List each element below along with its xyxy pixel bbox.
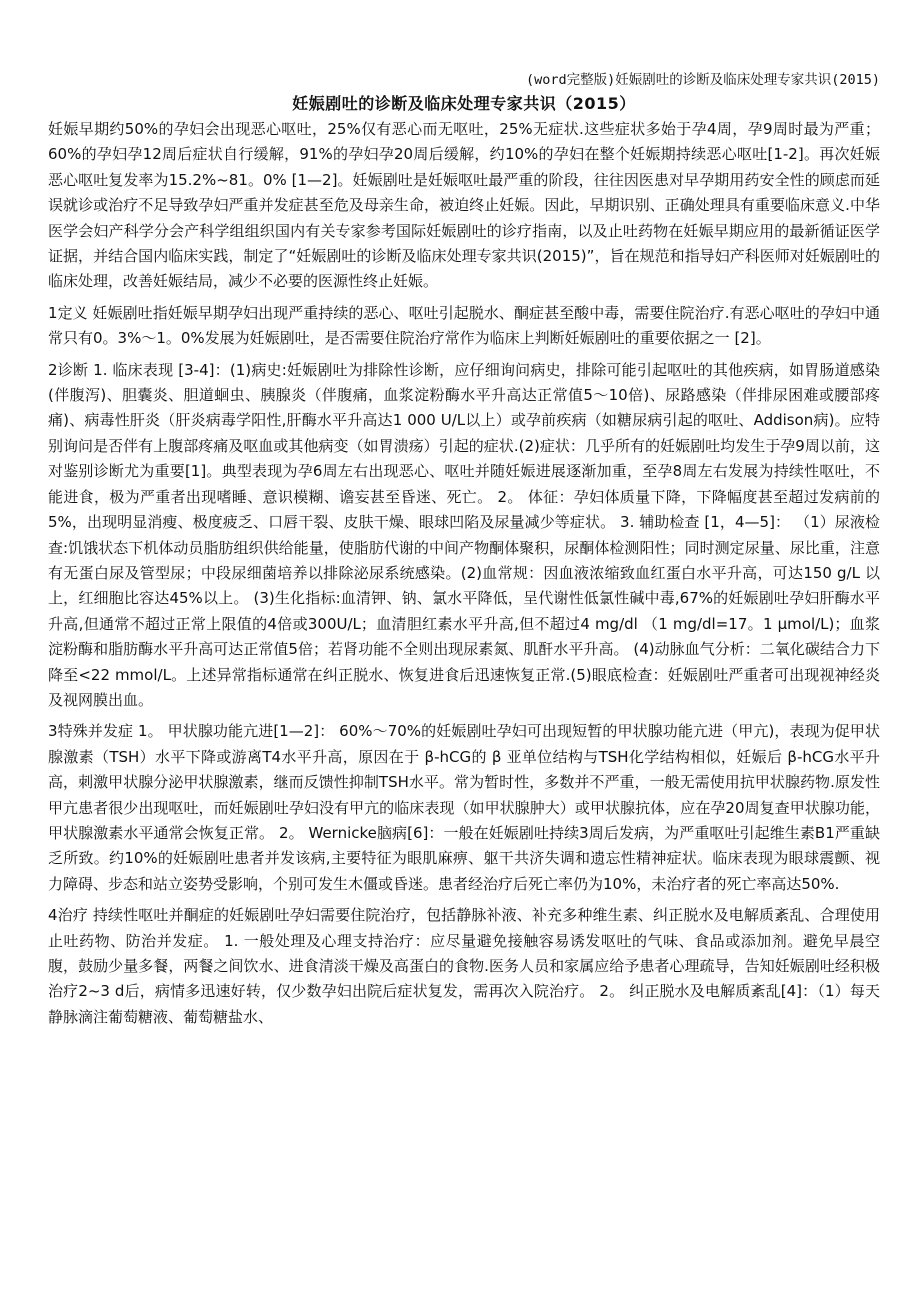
paragraph-definition: 1定义 妊娠剧吐指妊娠早期孕妇出现严重持续的恶心、呕吐引起脱水、酮症甚至酸中毒，需要住院治疗.有恶心呕吐的孕妇中通常只有0。3%～1。0%发展为妊娠剧吐，是否需要住院治疗常作为临床上判断妊娠剧吐的重要依据之一 [2]。 (48, 303, 880, 348)
document-title: 妊娠剧吐的诊断及临床处理专家共识（2015） (292, 94, 636, 113)
running-header: (word完整版)妊娠剧吐的诊断及临床处理专家共识(2015) (525, 72, 880, 88)
paragraph-diagnosis: 2诊断 1. 临床表现 [3-4]：(1)病史:妊娠剧吐为排除性诊断，应仔细询问病史，排除可能引起呕吐的其他疾病，如胃肠道感染(伴腹泻)、胆囊炎、胆道蛔虫、胰腺炎（伴腹痛，血浆淀粉酶水平升高达正常值5～10倍)、尿路感染（伴排尿困难或腰部疼痛)、病毒性肝炎（肝炎病毒学阳性,肝酶水平升高达1 000 U/L以上）或孕前疾病（如糖尿病引起的呕吐、Addison病)。应特别询问是否伴有上腹部疼痛及呕血或其他病变（如胃溃疡）引起的症状.(2)症状：几乎所有的妊娠剧吐均发生于孕9周以前，这对鉴别诊断尤为重要[1]。典型表现为孕6周左右出现恶心、呕吐并随妊娠进展逐渐加重，至孕8周左右发展为持续性呕吐，不能进食，极为严重者出现嗜睡、意识模糊、谵妄甚至昏迷、死亡。 2。 体征：孕妇体质量下降，下降幅度甚至超过发病前的5%，出现明显消瘦、极度疲乏、口唇干裂、皮肤干燥、眼球凹陷及尿量减少等症状。 3. 辅助检查 [1，4—5]： （1）尿液检查:饥饿状态下机体动员脂肪组织供给能量，使脂肪代谢的中间产物酮体聚积，尿酮体检测阳性；同时测定尿量、尿比重，注意有无蛋白尿及管型尿；中段尿细菌培养以排除泌尿系统感染。(2)血常规：因血液浓缩致血红蛋白水平升高，可达150 g/L 以上，红细胞比容达45%以上。 (3)生化指标:血清钾、钠、氯水平降低，呈代谢性低氯性碱中毒,67%的妊娠剧吐孕妇肝酶水平升高,但通常不超过正常上限值的4倍或300U/L；血清胆红素水平升高,但不超过4 mg/dl （1 mg/dl=17。1 μmol/L)；血浆淀粉酶和脂肪酶水平升高可达正常值5倍；若肾功能不全则出现尿素氮、肌酐水平升高。 (4)动脉血气分析：二氧化碳结合力下降至<22 mmol/L。上述异常指标通常在纠正脱水、恢复进食后迅速恢复正常.(5)眼底检查：妊娠剧吐严重者可出现视神经炎及视网膜出血。 (48, 360, 880, 709)
paragraph-treatment: 4治疗 持续性呕吐并酮症的妊娠剧吐孕妇需要住院治疗，包括静脉补液、补充多种维生素、纠正脱水及电解质紊乱、合理使用止吐药物、防治并发症。 1. 一般处理及心理支持治疗：应尽量避免接触容易诱发呕吐的气味、食品或添加剂。避免早晨空腹，鼓励少量多餐，两餐之间饮水、进食清淡干燥及高蛋白的食物.医务人员和家属应给予患者心理疏导，告知妊娠剧吐经积极治疗2~3 d后，病情多迅速好转，仅少数孕妇出院后症状复发，需再次入院治疗。 2。 纠正脱水及电解质紊乱[4]：（1）每天静脉滴注葡萄糖液、葡萄糖盐水、 (48, 906, 880, 1026)
paragraph-complications: 3特殊并发症 1。 甲状腺功能亢进[1—2]： 60%～70%的妊娠剧吐孕妇可出现短暂的甲状腺功能亢进（甲亢)，表现为促甲状腺激素（TSH）水平下降或游离T4水平升高，原因在于 β-hCG的 β 亚单位结构与TSH化学结构相似，妊娠后 β-hCG水平升高，刺激甲状腺分泌甲状腺激素，继而反馈性抑制TSH水平。常为暂时性，多数并不严重，一般无需使用抗甲状腺药物.原发性甲亢患者很少出现呕吐，而妊娠剧吐孕妇没有甲亢的临床表现（如甲状腺肿大）或甲状腺抗体，应在孕20周复查甲状腺功能，甲状腺激素水平通常会恢复正常。 2。 Wernicke脑病[6]：一般在妊娠剧吐持续3周后发病，为严重呕吐引起维生素B1严重缺乏所致。约10%的妊娠剧吐患者并发该病,主要特征为眼肌麻痹、躯干共济失调和遗忘性精神症状。临床表现为眼球震颤、视力障碍、步态和站立姿势受影响，个别可发生木僵或昏迷。患者经治疗后死亡率仍为10%，未治疗者的死亡率高达50%. (48, 722, 880, 893)
paragraph-intro: 妊娠早期约50%的孕妇会出现恶心呕吐，25%仅有恶心而无呕吐，25%无症状.这些症状多始于孕4周，孕9周时最为严重；60%的孕妇孕12周后症状自行缓解，91%的孕妇孕20周后缓解，约10%的孕妇在整个妊娠期持续恶心呕吐[1-2]。再次妊娠恶心呕吐复发率为15.2%~81。0% [1—2]。妊娠剧吐是妊娠呕吐最严重的阶段，往往因医患对早孕期用药安全性的顾虑而延误就诊或治疗不足导致孕妇严重并发症甚至危及母亲生命，被迫终止妊娠。因此，早期识别、正确处理具有重要临床意义.中华医学会妇产科学分会产科学组组织国内有关专家参考国际妊娠剧吐的诊疗指南，以及止吐药物在妊娠早期应用的最新循证医学证据，并结合国内临床实践，制定了“妊娠剧吐的诊断及临床处理专家共识(2015)”，旨在规范和指导妇产科医师对妊娠剧吐的临床处理，改善妊娠结局，减少不必要的医源性终止妊娠。 (48, 120, 880, 291)
